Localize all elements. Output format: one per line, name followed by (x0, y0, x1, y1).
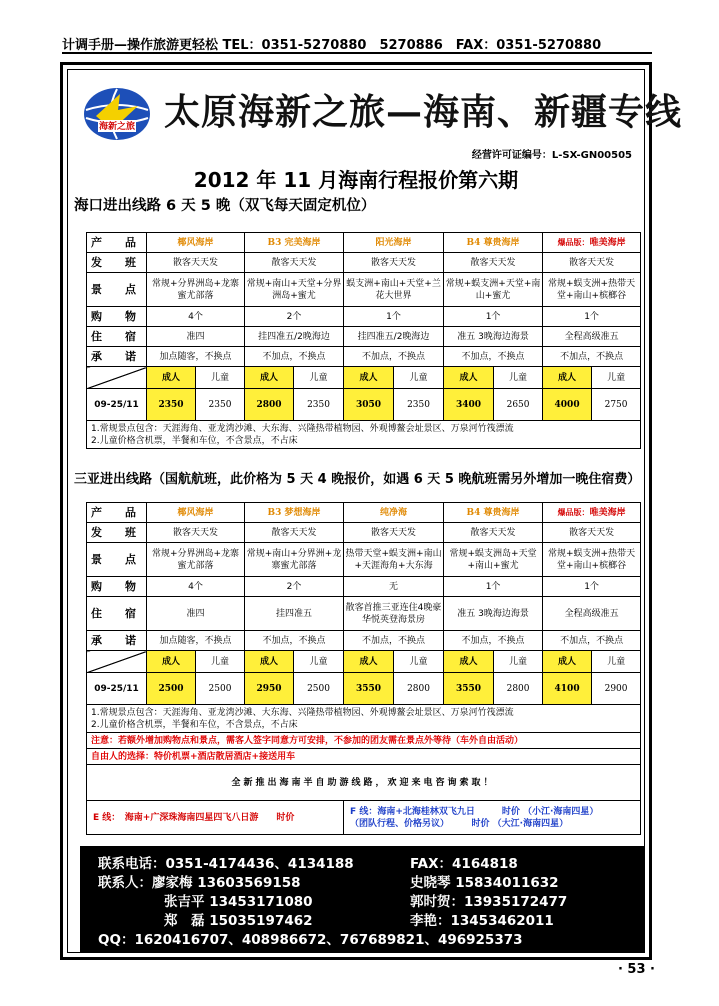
label-lodging: 住 宿 (87, 327, 147, 347)
shopping-cell: 1个 (543, 307, 641, 327)
line-f-1: F 线：海南+北海桂林双飞九日 时价 （小江·海南四星） (350, 806, 599, 817)
date-cell: 09-25/11 (87, 389, 147, 421)
spots-cell: 常规+分界洲岛+龙寨蜜尤部落 (147, 273, 245, 307)
notes-row (87, 705, 641, 733)
spots-cell: 常规+分界洲岛+龙寨蜜尤部落 (147, 543, 245, 577)
promise-cell: 不加点，不换点 (344, 631, 444, 651)
spots-cell: 常规+蜈支洲+热带天堂+南山+槟榔谷 (543, 543, 641, 577)
adult-header: 成人 (147, 367, 196, 389)
price-header-row (87, 367, 641, 389)
lodging-row (87, 327, 641, 347)
shopping-cell: 1个 (444, 307, 543, 327)
product-name: B3 梦想海岸 (245, 503, 344, 523)
child-price: 2750 (592, 389, 641, 421)
child-price: 2350 (196, 389, 245, 421)
product-name: 纯净海 (344, 503, 444, 523)
child-price: 2900 (592, 673, 641, 705)
product-row (87, 233, 641, 253)
lodging-cell: 全程高级准五 (543, 597, 641, 631)
label-depart: 发 班 (87, 253, 147, 273)
child-price: 2350 (294, 389, 344, 421)
product-name: B4 尊贵海岸 (444, 503, 543, 523)
child-price: 2500 (294, 673, 344, 705)
promise-cell: 不加点，不换点 (543, 631, 641, 651)
sanya-price-table (86, 502, 641, 835)
contact-person: 张吉平 13453171080 (164, 894, 313, 910)
attention-note: 注意：若额外增加购物点和景点，需客人签字同意方可安排，不参加的团友需在景点外等待（车外自由活动） (87, 733, 641, 749)
note-line: 2.儿童价格含机票，半餐和车位，不含景点，不占床 (91, 719, 298, 730)
diagonal-cell (87, 367, 147, 389)
child-price: 2350 (394, 389, 444, 421)
adult-header: 成人 (543, 367, 592, 389)
product-name: B3 完美海岸 (245, 233, 344, 253)
note-line: 2.儿童价格含机票，半餐和车位，不含景点，不占床 (91, 435, 298, 446)
child-header: 儿童 (394, 367, 444, 389)
lodging-cell: 准五 3晚海边海景 (444, 327, 543, 347)
promise-cell: 加点随客，不换点 (147, 631, 245, 651)
adult-header: 成人 (245, 367, 294, 389)
label-promise: 承 诺 (87, 631, 147, 651)
shopping-cell: 2个 (245, 577, 344, 597)
child-header: 儿童 (196, 651, 245, 673)
adult-price: 2800 (245, 389, 294, 421)
notes-row (87, 421, 641, 449)
lodging-cell: 准四 (147, 597, 245, 631)
product-name: 椰风海岸 (147, 503, 245, 523)
depart-cell: 散客天天发 (344, 523, 444, 543)
promise-row (87, 631, 641, 651)
promise-cell: 不加点，不换点 (245, 631, 344, 651)
shopping-cell: 4个 (147, 577, 245, 597)
shopping-row (87, 577, 641, 597)
promise-cell: 不加点，不换点 (444, 631, 543, 651)
adult-price: 3400 (444, 389, 494, 421)
line-f-2: （团队行程、价格另议） 时价 （大江·海南四星） (350, 818, 569, 829)
spots-cell: 常规+南山+天堂+分界洲岛+蜜尤 (245, 273, 344, 307)
depart-row (87, 523, 641, 543)
main-title: 2012 年 11 月海南行程报价第六期 (193, 168, 519, 192)
contact-person: 郑 磊 15035197462 (164, 913, 313, 929)
notes-cell (87, 421, 641, 449)
adult-header: 成人 (344, 651, 394, 673)
lodging-row (87, 597, 641, 631)
spots-cell: 常规+蜈支洲+天堂+南山+蜜尤 (444, 273, 543, 307)
depart-cell: 散客天天发 (245, 253, 344, 273)
spots-row (87, 273, 641, 307)
child-price: 2800 (494, 673, 543, 705)
lodging-cell: 挂四准五/2晚海边 (245, 327, 344, 347)
product-name: 爆品版：唯美海岸 (543, 233, 641, 253)
spots-cell: 常规+蜈支洲+热带天堂+南山+槟榔谷 (543, 273, 641, 307)
promise-cell: 不加点，不换点 (444, 347, 543, 367)
lodging-cell: 准五 3晚海边海景 (444, 597, 543, 631)
adult-price: 4100 (543, 673, 592, 705)
promise-cell: 不加点，不换点 (543, 347, 641, 367)
product-row (87, 503, 641, 523)
child-price: 2500 (196, 673, 245, 705)
price-row (87, 389, 641, 421)
depart-cell: 散客天天发 (147, 253, 245, 273)
shopping-cell: 1个 (543, 577, 641, 597)
child-price: 2800 (394, 673, 444, 705)
contact-qq: QQ：1620416707、408986672、767689821、496925373 (98, 932, 523, 948)
adult-price: 3050 (344, 389, 394, 421)
haikou-route-title: 海口进出线路 6 天 5 晚（双飞每天固定机位） (74, 198, 376, 214)
self-choice-note: 自由人的选择：特价机票+酒店散居酒店+接送用车 (87, 749, 641, 765)
adult-header: 成人 (147, 651, 196, 673)
product-name: 椰风海岸 (147, 233, 245, 253)
note-line: 1.常规景点包含：天涯海角、亚龙湾沙滩、大东海、兴隆热带植物园、外观博鳌会址景区、万泉河竹筏漂流 (91, 423, 514, 434)
sanya-route-title: 三亚进出线路（国航航班，此价格为 5 天 4 晚报价，如遇 6 天 5 晚航班需另外增加一晚住宿费） (74, 472, 641, 487)
adult-price: 2950 (245, 673, 294, 705)
child-header: 儿童 (592, 651, 641, 673)
slogan-row (87, 765, 641, 801)
shopping-cell: 2个 (245, 307, 344, 327)
self-choice-row (87, 749, 641, 765)
lines-row (87, 801, 641, 835)
contact-person: 联系人：廖家梅 13603569158 (98, 875, 301, 891)
promise-cell: 加点随客，不换点 (147, 347, 245, 367)
depart-cell: 散客天天发 (344, 253, 444, 273)
globe-logo-icon (82, 86, 152, 142)
contact-fax: FAX：4164818 (410, 856, 518, 872)
adult-price: 3550 (444, 673, 494, 705)
label-spots: 景 点 (87, 273, 147, 307)
label-product: 产 品 (87, 503, 147, 523)
shopping-cell: 1个 (444, 577, 543, 597)
spots-row (87, 543, 641, 577)
contact-phone: 联系电话：0351-4174436、4134188 (98, 856, 354, 872)
shopping-cell: 无 (344, 577, 444, 597)
lodging-cell: 准四 (147, 327, 245, 347)
child-price: 2650 (494, 389, 543, 421)
adult-header: 成人 (543, 651, 592, 673)
depart-cell: 散客天天发 (543, 523, 641, 543)
shopping-row (87, 307, 641, 327)
contact-person: 史晓琴 15834011632 (410, 875, 559, 891)
depart-cell: 散客天天发 (245, 523, 344, 543)
child-header: 儿童 (394, 651, 444, 673)
lodging-cell: 散客首推三亚连住4晚豪华悦英登海景房 (344, 597, 444, 631)
label-shopping: 购 物 (87, 307, 147, 327)
label-spots: 景 点 (87, 543, 147, 577)
lodging-cell: 挂四准五/2晚海边 (344, 327, 444, 347)
adult-price: 2500 (147, 673, 196, 705)
depart-cell: 散客天天发 (543, 253, 641, 273)
child-header: 儿童 (294, 651, 344, 673)
product-name: B4 尊贵海岸 (444, 233, 543, 253)
promise-row (87, 347, 641, 367)
note-line: 1.常规景点包含：天涯海角、亚龙湾沙滩、大东海、兴隆热带植物园、外观博鳌会址景区、万泉河竹筏漂流 (91, 707, 514, 718)
adult-header: 成人 (444, 651, 494, 673)
adult-price: 2350 (147, 389, 196, 421)
lodging-cell: 挂四准五 (245, 597, 344, 631)
spots-cell: 热带天堂+蜈支洲+南山+天涯海角+大东海 (344, 543, 444, 577)
label-promise: 承 诺 (87, 347, 147, 367)
haikou-price-table (86, 232, 641, 449)
label-depart: 发 班 (87, 523, 147, 543)
brand-title: 太原海新之旅—海南、新疆专线 (164, 91, 683, 133)
logo-text: 海新之旅 (98, 122, 136, 132)
child-header: 儿童 (494, 651, 543, 673)
promise-cell: 不加点，不换点 (245, 347, 344, 367)
price-row (87, 673, 641, 705)
child-header: 儿童 (494, 367, 543, 389)
diagonal-cell (87, 651, 147, 673)
label-shopping: 购 物 (87, 577, 147, 597)
depart-row (87, 253, 641, 273)
child-header: 儿童 (294, 367, 344, 389)
depart-cell: 散客天天发 (444, 523, 543, 543)
adult-price: 4000 (543, 389, 592, 421)
line-f (344, 801, 641, 835)
product-name: 阳光海岸 (344, 233, 444, 253)
page-frame (60, 62, 683, 960)
spots-cell: 常规+蜈支洲岛+天堂+南山+蜜尤 (444, 543, 543, 577)
shopping-cell: 1个 (344, 307, 444, 327)
header-bar: 计调手册—操作旅游更轻松 TEL：0351-5270880 5270886 FAX：0351-5270880 (62, 34, 652, 54)
attention-row (87, 733, 641, 749)
adult-price: 3550 (344, 673, 394, 705)
page-number: · 53 · (617, 962, 655, 977)
spots-cell: 蜈支洲+南山+天堂+兰花大世界 (344, 273, 444, 307)
child-header: 儿童 (592, 367, 641, 389)
slogan: 全新推出海南半自助游线路，欢迎来电咨询索取！ (87, 765, 641, 801)
promise-cell: 不加点，不换点 (344, 347, 444, 367)
date-cell: 09-25/11 (87, 673, 147, 705)
price-header-row (87, 651, 641, 673)
notes-cell (87, 705, 641, 733)
shopping-cell: 4个 (147, 307, 245, 327)
adult-header: 成人 (444, 367, 494, 389)
label-lodging: 住 宿 (87, 597, 147, 631)
line-e: E 线： 海南+广深珠海南四星四飞八日游 时价 (87, 801, 344, 835)
child-header: 儿童 (196, 367, 245, 389)
contact-person: 郭时贺：13935172477 (410, 894, 568, 910)
adult-header: 成人 (344, 367, 394, 389)
inner-frame (67, 69, 683, 953)
adult-header: 成人 (245, 651, 294, 673)
license-number: 经营许可证编号：L-SX-GN00505 (471, 150, 632, 161)
product-name: 爆品版：唯美海岸 (543, 503, 641, 523)
spots-cell: 常规+南山+分界洲+龙寨蜜尤部落 (245, 543, 344, 577)
contact-panel (80, 846, 644, 952)
label-product: 产 品 (87, 233, 147, 253)
depart-cell: 散客天天发 (147, 523, 245, 543)
contact-person: 李艳：13453462011 (410, 913, 554, 929)
depart-cell: 散客天天发 (444, 253, 543, 273)
lodging-cell: 全程高级准五 (543, 327, 641, 347)
